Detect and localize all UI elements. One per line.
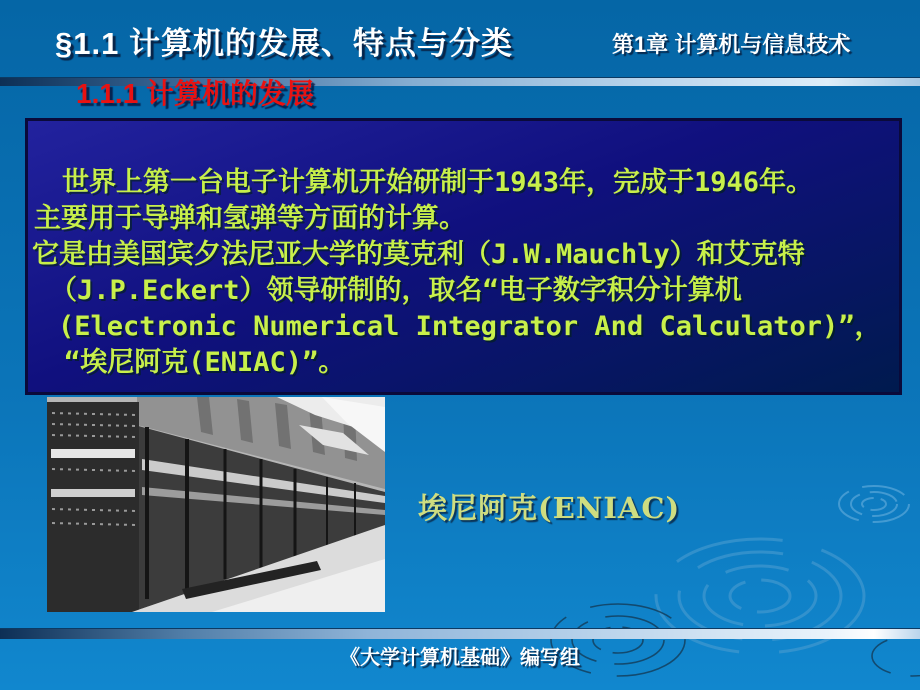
content-line: 它是由美国宾夕法尼亚大学的莫克利（J.W.Mauchly）和艾克特 [32, 239, 805, 270]
eniac-caption: 埃尼阿克(ENIAC) [418, 491, 681, 525]
content-line: “埃尼阿克(ENIAC)”。 [64, 347, 346, 378]
content-line: （J.P.Eckert）领导研制的，取名“电子数字积分计算机 [50, 275, 742, 306]
content-line: 世界上第一台电子计算机开始研制于1943年，完成于1946年。 [62, 167, 814, 198]
section-title: §1.1 计算机的发展、特点与分类 [55, 26, 513, 61]
content-line: 主要用于导弹和氢弹等方面的计算。 [34, 203, 466, 234]
bottom-divider-bar [0, 628, 920, 639]
chapter-label: 第1章 计算机与信息技术 [612, 32, 851, 57]
subsection-heading: 1.1.1 计算机的发展 [76, 78, 315, 109]
content-box [25, 118, 902, 395]
content-line: (Electronic Numerical Integrator And Calculator)”， [58, 311, 882, 342]
content-text-block [28, 165, 899, 381]
eniac-photo [47, 397, 385, 612]
footer-credit: 《大学计算机基础》编写组 [340, 647, 580, 669]
